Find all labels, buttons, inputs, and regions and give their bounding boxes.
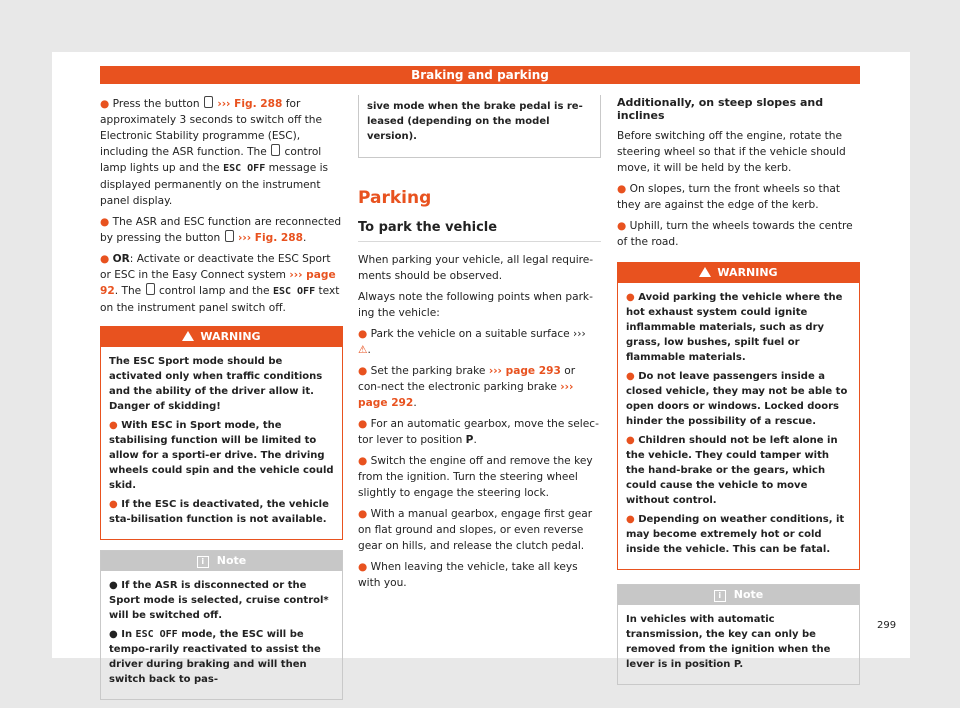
fig-link[interactable]: ››› Fig. 288 (217, 98, 283, 110)
page-link[interactable]: ››› page 293 (488, 365, 561, 377)
note-box (617, 584, 860, 685)
warning-header: WARNING (101, 327, 342, 347)
list-item: ● With a manual gearbox, engage first gear on flat ground and slopes, or even reverse gear on hills, and release the clutch pedal. (358, 508, 593, 552)
paragraph: Before switching off the engine, rotate the steering wheel so that if the vehicle should move, it will be held by the kerb. (617, 130, 846, 174)
warning-bullet: ● Avoid parking the vehicle where the hot exhaust system could ignite inflammable materials, such as dry grass, low bushes, spilt fuel or flammable materials. (626, 292, 843, 363)
paragraph: Always note the following points when park-ing the vehicle: (358, 291, 593, 319)
note-bullet: ● If the ASR is disconnected or the Sport mode is selected, cruise control* will be switched off. (109, 580, 329, 621)
note-box (100, 550, 343, 700)
list-item: ● Uphill, turn the wheels towards the centre of the road. (617, 220, 853, 248)
section-header: Braking and parking (100, 66, 860, 84)
page-number: 299 (877, 620, 897, 631)
paragraph: ● The ASR and ESC function are reconnected by pressing the button ››› Fig. 288. (100, 216, 342, 244)
warning-bullet: ● Do not leave passengers inside a closed vehicle, they may not be able to open doors or windows. Locked doors hinder the possibility of a rescue. (626, 371, 848, 427)
esc-lamp-icon (146, 283, 155, 295)
note-header: i Note (101, 551, 342, 571)
info-icon: i (714, 590, 726, 602)
list-item: ● Switch the engine off and remove the key from the ignition. Turn the steering wheel slightly to engage the steering lock. (358, 455, 593, 499)
warning-bullet: ● Children should not be left alone in the vehicle. They could tamper with the hand-brake or the gears, which could cause the vehicle to move without control. (626, 435, 838, 506)
warning-triangle-icon (699, 267, 711, 277)
list-item: ● When leaving the vehicle, take all keys with you. (358, 561, 578, 589)
warning-text: The ESC Sport mode should be activated only when traffic conditions and the ability of the driver allow it. Danger of skidding! (109, 356, 323, 412)
page-link[interactable]: ››› page 292 (358, 381, 574, 409)
warning-header: WARNING (618, 263, 859, 283)
warning-bullet: ● With ESC in Sport mode, the stabilising function will be limited to allow for a sporti-er drive. The driving wheels could spin and the vehicle could skid. (109, 420, 334, 491)
esc-lamp-icon (271, 144, 280, 156)
note-continuation: sive mode when the brake pedal is re-leased (depending on the model version). (358, 95, 601, 158)
subheading: Additionally, on steep slopes and inclines (617, 96, 824, 122)
section-title: Parking (358, 188, 432, 208)
warning-box (100, 326, 343, 540)
fig-link[interactable]: ››› Fig. 288 (237, 232, 304, 244)
esc-button-icon (204, 96, 213, 108)
info-icon: i (197, 556, 209, 568)
column-3 (617, 96, 860, 685)
note-header: i Note (618, 585, 859, 605)
warning-triangle-icon (182, 331, 194, 341)
page-link[interactable]: ››› page 92 (100, 269, 336, 297)
list-item: ● For an automatic gearbox, move the selec-tor lever to position P. (358, 418, 599, 446)
note-bullet: ● In ESC OFF mode, the ESC will be tempo-rarily reactivated to assist the driver during braking and will then switch back to pas- (109, 629, 321, 685)
warning-bullet: ● Depending on weather conditions, it may become extremely hot or cold inside the vehicle. This can be fatal. (626, 514, 845, 555)
note-text: In vehicles with automatic transmission, the key can only be removed from the ignition when the lever is in position P. (626, 614, 831, 670)
warning-bullet: ● If the ESC is deactivated, the vehicle sta-bilisation function is not available. (109, 499, 329, 525)
paragraph: ● OR: Activate or deactivate the ESC Sport or ESC in the Easy Connect system ››› page 92. The control lamp and the ESC OFF text on the instrument panel switch off. (100, 253, 340, 314)
list-item: ● Set the parking brake ››› page 293 or con-nect the electronic parking brake ››› page 292. (358, 365, 576, 409)
subsection-title: To park the vehicle (358, 220, 601, 242)
column-2 (358, 96, 601, 596)
esc-button-icon (225, 230, 234, 242)
paragraph: ● Press the button ››› Fig. 288 for approximately 3 seconds to switch off the Electronic Stability programme (ESC), including the ASR function. The control lamp lights up and the ESC OFF message is displayed permanently on the instrument panel display. (100, 98, 329, 207)
column-1 (100, 96, 343, 700)
list-item: ● Park the vehicle on a suitable surface ››› ⚠. (358, 328, 586, 356)
paragraph: When parking your vehicle, all legal require-ments should be observed. (358, 254, 594, 282)
list-item: ● On slopes, turn the front wheels so that they are against the edge of the kerb. (617, 183, 841, 211)
warning-triangle-icon: ⚠ (358, 344, 368, 356)
warning-box (617, 262, 860, 570)
